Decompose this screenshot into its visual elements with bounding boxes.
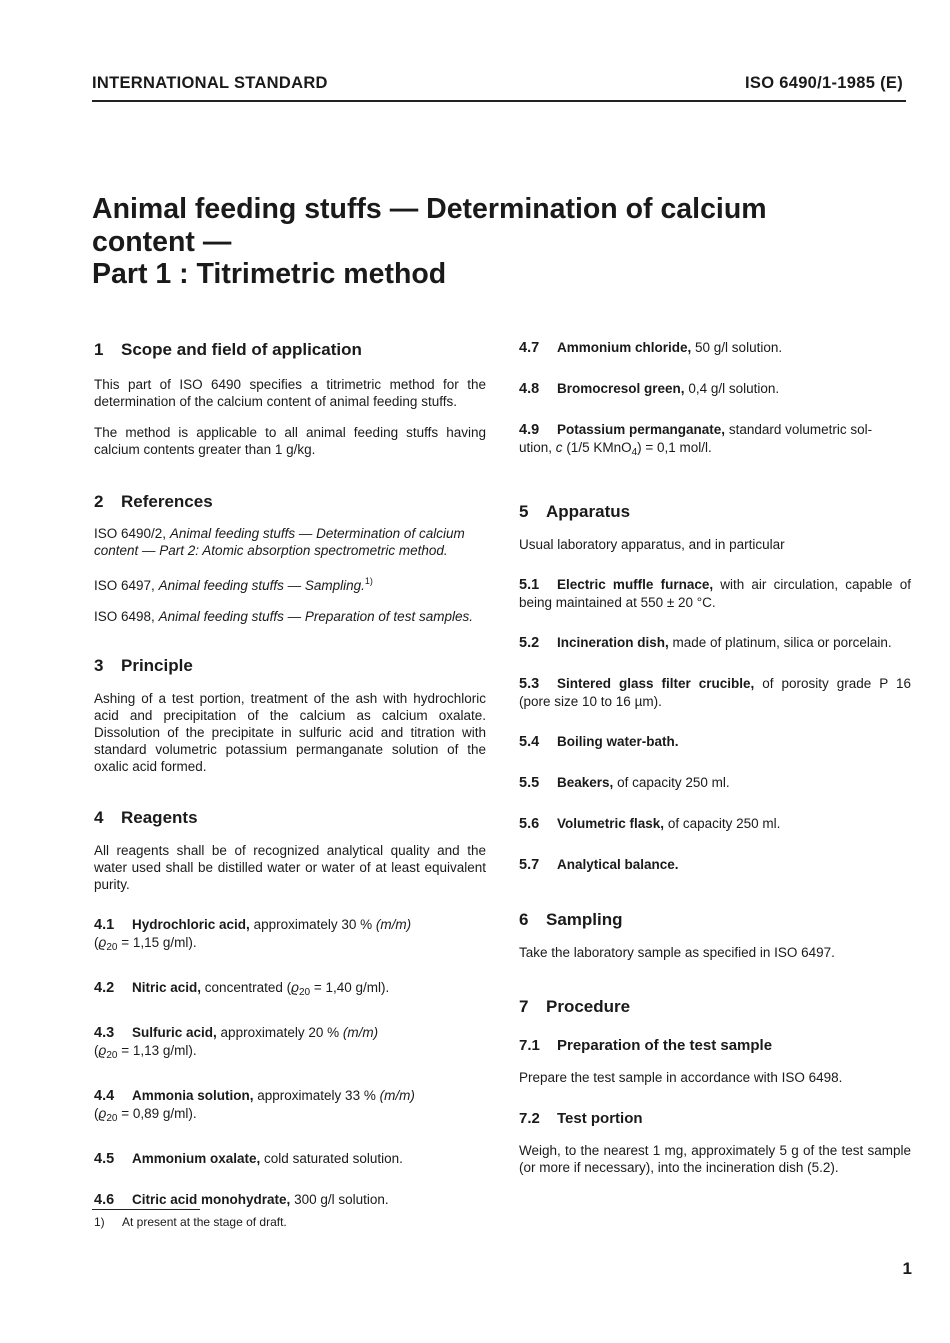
- scope-paragraph: This part of ISO 6490 specifies a titrimetric method for the determination of the calcium content of animal feeding stuffs.: [94, 377, 486, 409]
- section-7-heading: [519, 996, 911, 1017]
- principle-paragraph: Ashing of a test portion, treatment of the ash with hydrochloric acid and precipitation of the calcium as calcium oxalate. Dissolution of the precipitate in sulfuric acid and titration with standard volumetric potassium permanganate solution of the oxalic acid formed.: [94, 691, 486, 774]
- section-3-heading: [94, 655, 486, 676]
- section-4-heading: [94, 807, 486, 828]
- reference-1: ISO 6490/2, Animal feeding stuffs — Determination of calcium content — Part 2: Atomic absorption spectrometric method.: [94, 526, 465, 558]
- apparatus-5-1: 5.1 Electric muffle furnace, with air circulation, capable of being maintained at 550 ± 20 °C.: [519, 577, 911, 610]
- left-column: [94, 339, 486, 1209]
- section-number: 1: [94, 340, 104, 359]
- reagent-4-9: 4.9 Potassium permanganate, standard volumetric sol- ution, c (1/5 KMnO$_4$) = 0,1 mol/l.: [519, 422, 873, 458]
- section-title: Reagents: [121, 808, 198, 827]
- section-number: 6: [519, 910, 529, 929]
- apparatus-5-6: 5.6 Volumetric flask, of capacity 250 ml.: [519, 816, 781, 832]
- section-number: 7: [519, 997, 529, 1016]
- reagent-4-4: 4.4 Ammonia solution, approximately 33 % (m/m) ($ϱ_{20} = 0,89$ g/ml).: [94, 1088, 415, 1124]
- apparatus-5-5: 5.5 Beakers, of capacity 250 ml.: [519, 775, 730, 791]
- footnote-ref: 1): [364, 576, 373, 586]
- reagents-paragraph: All reagents shall be of recognized analytical quality and the water used shall be distilled water or water of at least equivalent purity.: [94, 843, 486, 892]
- reference-2: ISO 6497, Animal feeding stuffs — Sampling.$^{1)}$: [94, 576, 373, 593]
- section-title: Procedure: [546, 997, 631, 1016]
- section-number: 5: [519, 502, 529, 521]
- header-doc-type: INTERNATIONAL STANDARD: [92, 74, 328, 92]
- header-doc-number: ISO 6490/1-1985 (E): [745, 74, 903, 92]
- section-title: Principle: [121, 656, 193, 675]
- test-portion-paragraph: Weigh, to the nearest 1 mg, approximately 5 g of the test sample (or more if necessary), into the incineration dish (5.2).: [519, 1143, 911, 1175]
- section-2-heading: [94, 491, 486, 512]
- section-number: 4: [94, 808, 104, 827]
- apparatus-paragraph: Usual laboratory apparatus, and in particular: [519, 537, 785, 552]
- subsection-7-1-heading: 7.1 Preparation of the test sample: [519, 1037, 773, 1054]
- title-line-3: Part 1 : Titrimetric method: [92, 258, 447, 290]
- subsection-7-2-heading: 7.2 Test portion: [519, 1110, 643, 1127]
- applicability-paragraph: The method is applicable to all animal feeding stuffs having calcium contents greater than 1 g/kg.: [94, 425, 486, 457]
- section-title: Sampling: [546, 910, 623, 929]
- apparatus-5-4: 5.4 Boiling water-bath.: [519, 734, 679, 750]
- reagent-4-6: 4.6 Citric acid monohydrate, 300 g/l solution.: [94, 1192, 389, 1208]
- section-5-heading: [519, 501, 911, 522]
- page-number: 1: [902, 1259, 912, 1278]
- reagent-4-8: 4.8 Bromocresol green, 0,4 g/l solution.: [519, 381, 780, 397]
- section-title: Apparatus: [546, 502, 631, 521]
- footnote: 1) At present at the stage of draft.: [94, 1215, 287, 1229]
- reagent-4-3: 4.3 Sulfuric acid, approximately 20 % (m/m) ($ϱ_{20} = 1,13$ g/ml).: [94, 1025, 379, 1061]
- footnote-rule: [92, 1209, 200, 1210]
- right-column: [519, 339, 911, 1176]
- section-number: 3: [94, 656, 104, 675]
- reagent-4-5: 4.5 Ammonium oxalate, cold saturated solution.: [94, 1151, 403, 1167]
- title-line-1: Animal feeding stuffs — Determination of calcium: [92, 193, 767, 225]
- sampling-paragraph: Take the laboratory sample as specified in ISO 6497.: [519, 945, 835, 960]
- section-title: References: [121, 492, 213, 511]
- page-title: [92, 193, 852, 291]
- reference-3: ISO 6498, Animal feeding stuffs — Preparation of test samples.: [94, 609, 473, 624]
- header-rule: [92, 100, 906, 102]
- section-title: Scope and field of application: [121, 340, 362, 359]
- section-6-heading: [519, 909, 911, 930]
- reagent-4-7: 4.7 Ammonium chloride, 50 g/l solution.: [519, 340, 783, 356]
- apparatus-5-7: 5.7 Analytical balance.: [519, 857, 679, 873]
- section-1-heading: [94, 339, 486, 360]
- title-line-2: content —: [92, 225, 232, 258]
- apparatus-5-2: 5.2 Incineration dish, made of platinum, silica or porcelain.: [519, 635, 892, 651]
- section-number: 2: [94, 492, 104, 511]
- preparation-paragraph: Prepare the test sample in accordance with ISO 6498.: [519, 1070, 843, 1085]
- apparatus-5-3: 5.3 Sintered glass filter crucible, of porosity grade P 16 (pore size 10 to 16 µm).: [519, 676, 911, 709]
- reagent-4-2: 4.2 Nitric acid, concentrated ($ϱ_{20} = 1,40$ g/ml).: [94, 980, 390, 998]
- reagent-4-1: 4.1 Hydrochloric acid, approximately 30 % (m/m) ($ϱ_{20} = 1,15$ g/ml).: [94, 917, 412, 953]
